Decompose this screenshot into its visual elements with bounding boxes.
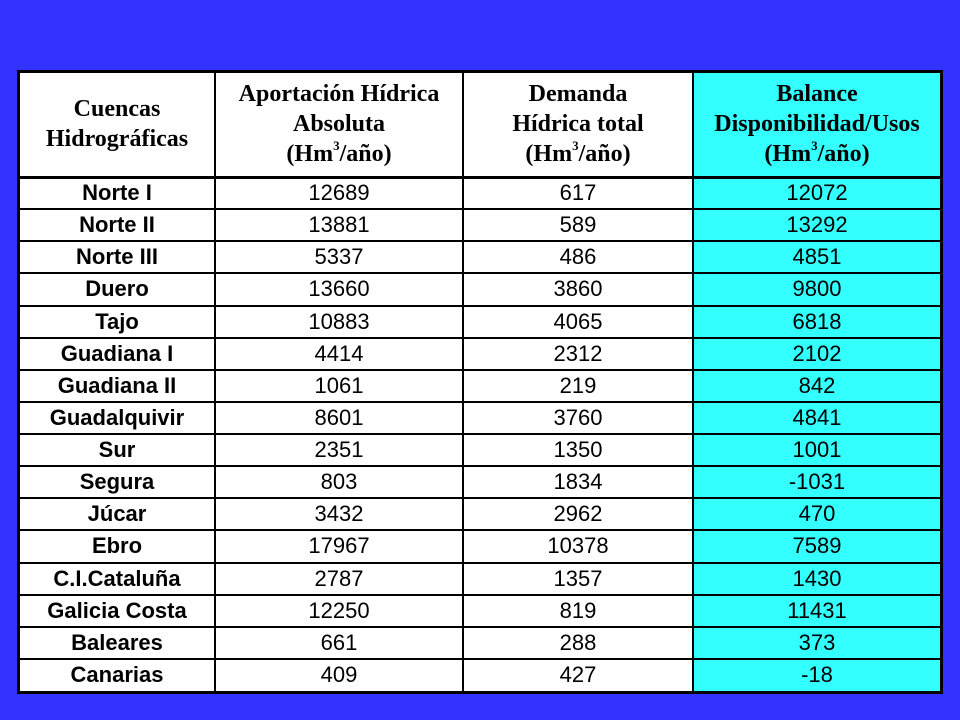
cell-balance: 11431	[693, 595, 940, 627]
cell-demanda: 2962	[463, 498, 693, 530]
header-demanda-line1: Demanda	[528, 81, 628, 108]
cell-aportacion: 3432	[215, 498, 463, 530]
table-row	[20, 659, 940, 691]
cell-cuenca: Sur	[20, 434, 215, 466]
cell-balance: 13292	[693, 209, 940, 241]
cell-demanda: 3860	[463, 273, 693, 305]
cell-aportacion: 1061	[215, 370, 463, 402]
cell-demanda: 617	[463, 177, 693, 209]
cell-aportacion: 803	[215, 466, 463, 498]
cell-cuenca: Canarias	[20, 659, 215, 691]
table-row	[20, 338, 940, 370]
cell-demanda: 589	[463, 209, 693, 241]
cell-aportacion: 12689	[215, 177, 463, 209]
cell-balance: 4841	[693, 402, 940, 434]
cell-aportacion: 8601	[215, 402, 463, 434]
cell-demanda: 288	[463, 627, 693, 659]
cell-demanda: 427	[463, 659, 693, 691]
cell-cuenca: Galicia Costa	[20, 595, 215, 627]
header-cuencas	[20, 73, 215, 177]
cell-cuenca: Tajo	[20, 306, 215, 338]
cell-demanda: 219	[463, 370, 693, 402]
cell-balance: 6818	[693, 306, 940, 338]
cell-aportacion: 13660	[215, 273, 463, 305]
water-balance-table	[20, 73, 940, 691]
cell-aportacion: 12250	[215, 595, 463, 627]
cell-cuenca: Júcar	[20, 498, 215, 530]
cell-demanda: 1834	[463, 466, 693, 498]
cell-balance: 1001	[693, 434, 940, 466]
table-row	[20, 241, 940, 273]
table-row	[20, 466, 940, 498]
cell-cuenca: C.I.Cataluña	[20, 563, 215, 595]
header-row	[20, 73, 940, 177]
water-balance-table-frame	[17, 70, 943, 694]
header-aportacion	[215, 73, 463, 177]
cell-aportacion: 409	[215, 659, 463, 691]
cell-demanda: 819	[463, 595, 693, 627]
cell-balance: 12072	[693, 177, 940, 209]
table-row	[20, 563, 940, 595]
table-row	[20, 498, 940, 530]
cell-cuenca: Norte III	[20, 241, 215, 273]
header-balance-unit: (Hm$^3$/año)	[764, 138, 870, 168]
cell-demanda: 10378	[463, 530, 693, 562]
cell-balance: 842	[693, 370, 940, 402]
cell-balance: 4851	[693, 241, 940, 273]
table-row	[20, 209, 940, 241]
cell-balance: 1430	[693, 563, 940, 595]
cell-demanda: 2312	[463, 338, 693, 370]
table-row	[20, 595, 940, 627]
cell-aportacion: 661	[215, 627, 463, 659]
cell-aportacion: 2787	[215, 563, 463, 595]
cell-cuenca: Guadalquivir	[20, 402, 215, 434]
cell-demanda: 4065	[463, 306, 693, 338]
table-row	[20, 434, 940, 466]
cell-balance: 373	[693, 627, 940, 659]
table-row	[20, 273, 940, 305]
header-demanda-line2: Hídrica total	[512, 111, 644, 138]
cell-demanda: 486	[463, 241, 693, 273]
cell-balance: -18	[693, 659, 940, 691]
cell-balance: 7589	[693, 530, 940, 562]
header-balance	[693, 73, 940, 177]
cell-cuenca: Duero	[20, 273, 215, 305]
cell-balance: -1031	[693, 466, 940, 498]
cell-cuenca: Ebro	[20, 530, 215, 562]
cell-balance: 9800	[693, 273, 940, 305]
cell-demanda: 1350	[463, 434, 693, 466]
cell-cuenca: Segura	[20, 466, 215, 498]
header-demanda	[463, 73, 693, 177]
header-cuencas-line1: Cuencas	[73, 96, 161, 123]
header-cuencas-line2: Hidrográficas	[45, 126, 189, 153]
header-aportacion-unit: (Hm$^3$/año)	[286, 138, 392, 168]
cell-balance: 470	[693, 498, 940, 530]
cell-cuenca: Norte I	[20, 177, 215, 209]
cell-demanda: 3760	[463, 402, 693, 434]
table-row	[20, 177, 940, 209]
cell-cuenca: Baleares	[20, 627, 215, 659]
header-balance-line2: Disponibilidad/Usos	[714, 111, 920, 138]
cell-aportacion: 4414	[215, 338, 463, 370]
table-row	[20, 402, 940, 434]
cell-balance: 2102	[693, 338, 940, 370]
cell-aportacion: 2351	[215, 434, 463, 466]
cell-aportacion: 13881	[215, 209, 463, 241]
header-aportacion-line1: Aportación Hídrica	[238, 81, 440, 108]
header-demanda-unit: (Hm$^3$/año)	[525, 138, 631, 168]
header-balance-line1: Balance	[776, 81, 858, 108]
header-aportacion-line2: Absoluta	[292, 111, 386, 138]
table-row	[20, 627, 940, 659]
table-row	[20, 306, 940, 338]
cell-cuenca: Guadiana I	[20, 338, 215, 370]
cell-cuenca: Guadiana II	[20, 370, 215, 402]
table-row	[20, 370, 940, 402]
cell-aportacion: 10883	[215, 306, 463, 338]
cell-cuenca: Norte II	[20, 209, 215, 241]
cell-aportacion: 17967	[215, 530, 463, 562]
cell-demanda: 1357	[463, 563, 693, 595]
cell-aportacion: 5337	[215, 241, 463, 273]
table-row	[20, 530, 940, 562]
